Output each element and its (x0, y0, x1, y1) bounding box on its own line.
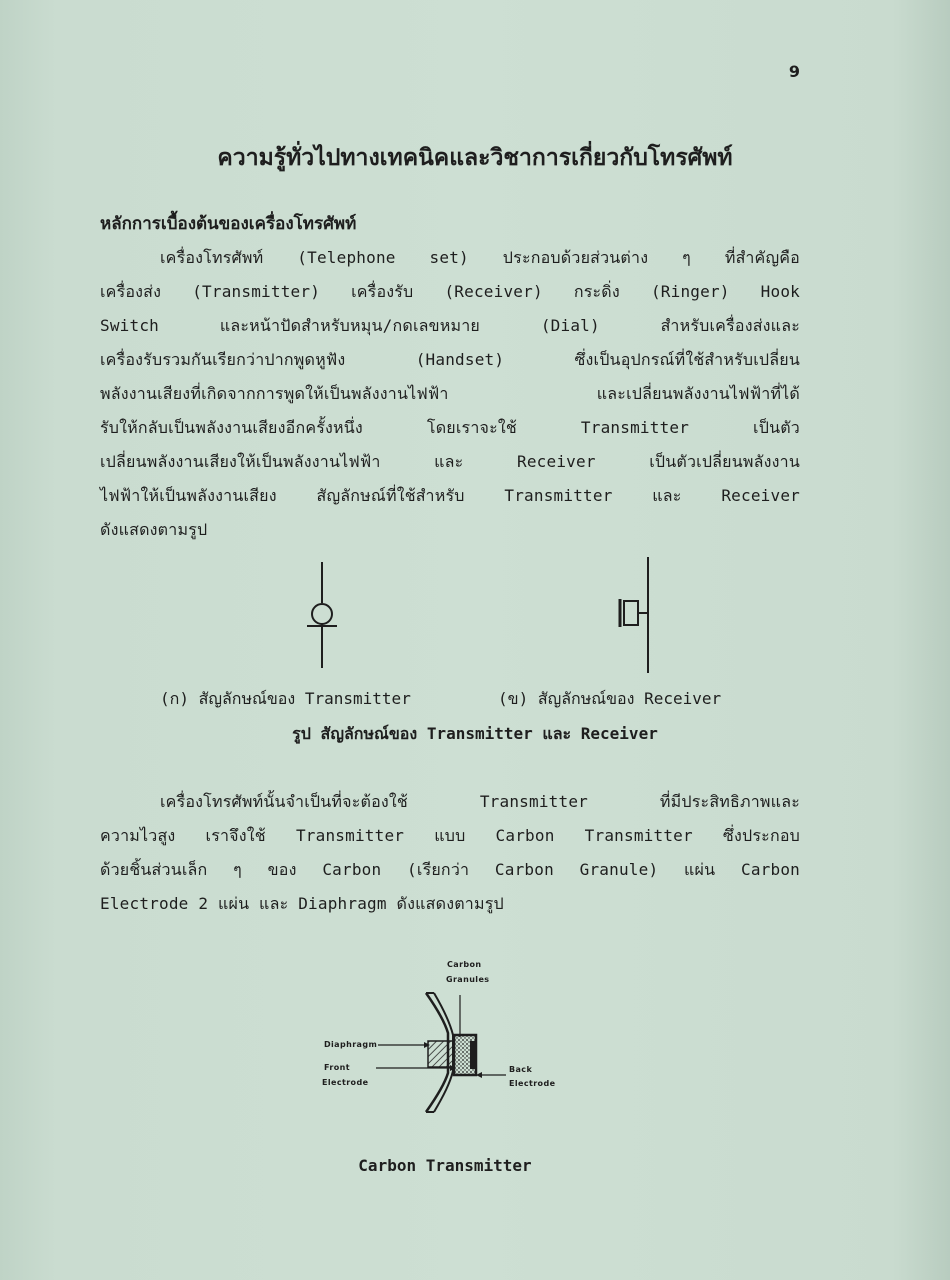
paragraph-line: ความไวสูง เราจึงใช้ Transmitter แบบ Carbon Transmitter ซึ่งประกอบ (100, 826, 800, 845)
section-heading: หลักการเบื้องต้นของเครื่องโทรศัพท์ (100, 214, 357, 234)
paragraph-line: เครื่องโทรศัพท์ (Telephone set) ประกอบด้วยส่วนต่าง ๆ ที่สำคัญคือ (160, 248, 800, 267)
page-title: ความรู้ทั่วไปทางเทคนิคและวิชาการเกี่ยวกับโทรศัพท์ (217, 145, 733, 171)
figure-caption: รูป สัญลักษณ์ของ Transmitter และ Receiver (292, 724, 658, 743)
paragraph-line: เครื่องส่ง (Transmitter) เครื่องรับ (Receiver) กระดิ่ง (Ringer) Hook (100, 282, 800, 301)
paragraph-line: เครื่องรับรวมกันเรียกว่าปากพูดหูฟัง (Handset) ซึ่งเป็นอุปกรณ์ที่ใช้สำหรับเปลี่ยน (100, 350, 800, 369)
caption-receiver-symbol: (ข) สัญลักษณ์ของ Receiver (498, 689, 722, 708)
caption-transmitter-symbol: (ก) สัญลักษณ์ของ Transmitter (160, 689, 411, 708)
label-back-electrode-2: Electrode (509, 1079, 556, 1088)
paragraph-intro (100, 241, 800, 547)
paragraph-line: พลังงานเสียงที่เกิดจากการพูดให้เป็นพลังงานไฟฟ้า และเปลี่ยนพลังงานไฟฟ้าที่ได้ (100, 384, 800, 403)
paragraph-line: ไฟฟ้าให้เป็นพลังงานเสียง สัญลักษณ์ที่ใช้สำหรับ Transmitter และ Receiver (100, 486, 800, 505)
paragraph-line: เครื่องโทรศัพท์นั้นจำเป็นที่จะต้องใช้ Transmitter ที่มีประสิทธิภาพและ (160, 792, 800, 811)
label-front-electrode-1: Front (324, 1063, 350, 1072)
paragraph-line: Switch และหน้าปัดสำหรับหมุน/กดเลขหมาย (Dial) สำหรับเครื่องส่งและ (100, 316, 800, 335)
label-carbon-granules-1: Carbon (447, 960, 482, 969)
receiver-symbol (610, 555, 660, 677)
transmitter-symbol (295, 560, 355, 672)
carbon-transmitter-diagram (310, 955, 580, 1130)
paragraph-line: ดังแสดงตามรูป (100, 520, 208, 539)
paragraph-line: Electrode 2 แผ่น และ Diaphragm ดังแสดงตามรูป (100, 894, 504, 913)
page-number: 9 (788, 62, 800, 81)
paragraph-line: เปลี่ยนพลังงานเสียงให้เป็นพลังงานไฟฟ้า และ Receiver เป็นตัวเปลี่ยนพลังงาน (100, 452, 800, 471)
paragraph-carbon (100, 785, 800, 921)
label-diaphragm: Diaphragm (324, 1040, 378, 1049)
label-back-electrode-1: Back (509, 1065, 533, 1074)
paragraph-line: รับให้กลับเป็นพลังงานเสียงอีกครั้งหนึ่ง โดยเราจะใช้ Transmitter เป็นตัว (100, 418, 800, 437)
label-front-electrode-2: Electrode (322, 1078, 369, 1087)
paragraph-line: ด้วยชิ้นส่วนเล็ก ๆ ของ Carbon (เรียกว่า Carbon Granule) แผ่น Carbon (100, 860, 800, 879)
diagram-caption: Carbon Transmitter (358, 1156, 532, 1175)
label-carbon-granules-2: Granules (446, 975, 490, 984)
